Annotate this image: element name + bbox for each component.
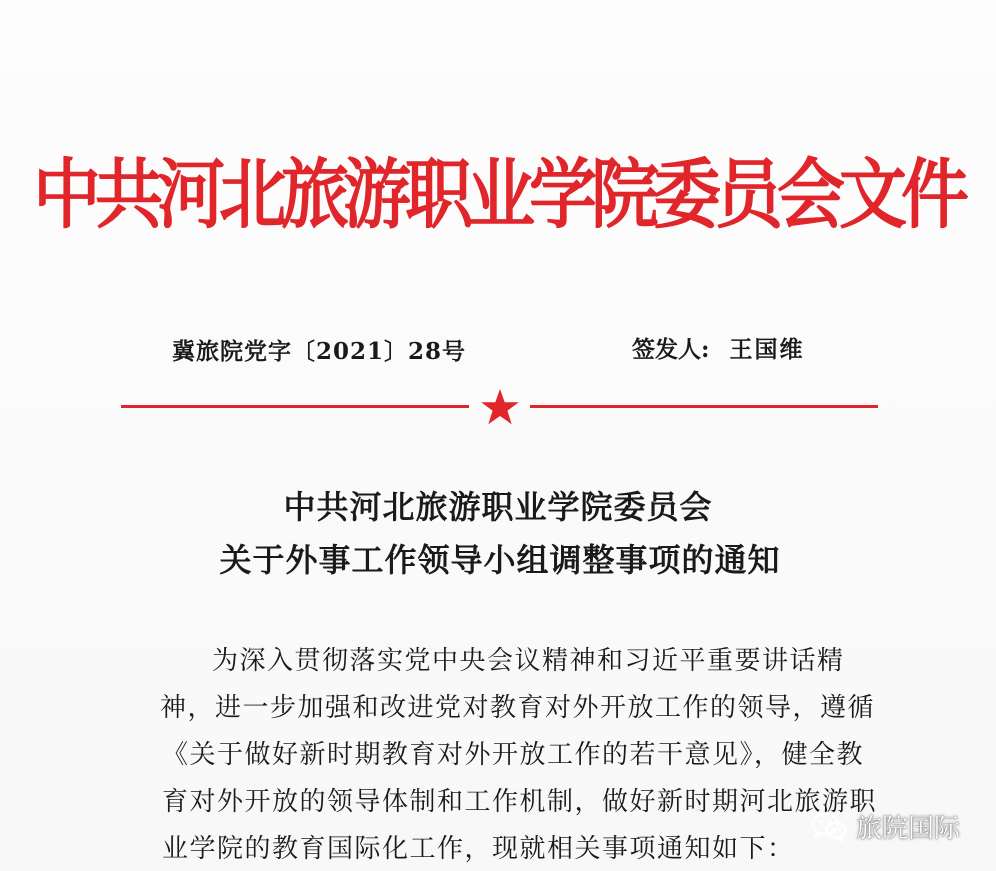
body-line: 业学院的教育国际化工作，现就相关事项通知如下：	[162, 834, 795, 864]
watermark-label: 旅院国际	[856, 814, 961, 844]
body-line: 育对外开放的领导体制和工作机制，做好新时期河北旅游职	[162, 787, 878, 817]
document-title-line-2: 关于外事工作领导小组调整事项的通知	[219, 541, 781, 579]
signer-name: 王国维	[729, 336, 805, 363]
signer	[632, 331, 805, 364]
red-rule-left	[121, 405, 469, 408]
document-title-line-1: 中共河北旅游职业学院委员会	[283, 488, 713, 526]
red-star-icon	[480, 388, 520, 426]
document-header: 中共河北旅游职业学院委员会文件	[32, 150, 963, 241]
body-line: 神，进一步加强和改进党对教育对外开放工作的领导，遵循	[160, 693, 876, 723]
red-rule-right	[530, 405, 878, 408]
signer-label: 签发人:	[632, 336, 710, 363]
body-line: 为深入贯彻落实党中央会议精神和习近平重要讲话精	[212, 646, 845, 676]
wechat-icon	[810, 811, 848, 843]
body-line: 《关于做好新时期教育对外开放工作的若干意见》，健全教	[162, 740, 865, 770]
watermark	[810, 808, 960, 845]
document-number: 冀旅院党字〔2021〕28号	[172, 338, 467, 365]
